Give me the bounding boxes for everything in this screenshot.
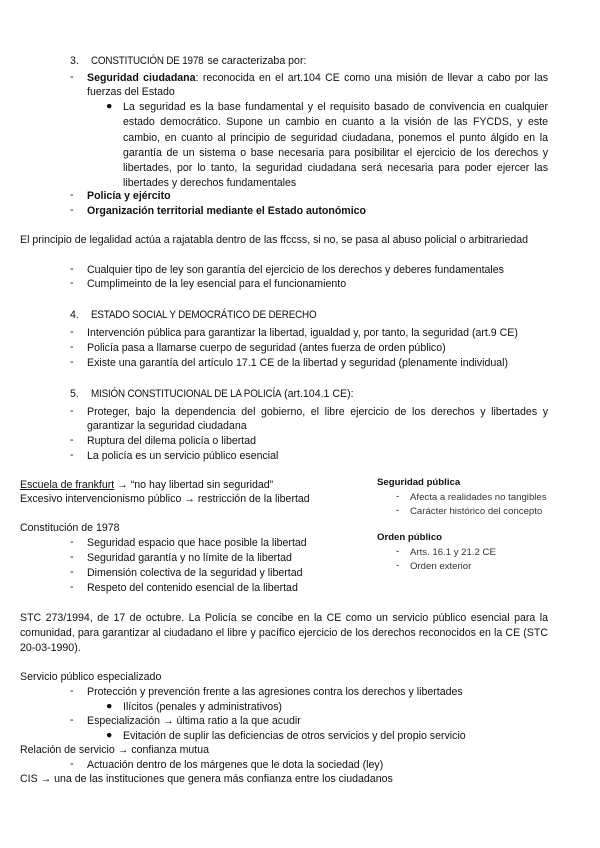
servicio-title: Servicio público especializado	[20, 671, 162, 683]
section-4-heading	[70, 308, 347, 322]
list-item-policia-ejercito: Policía y ejército	[87, 190, 171, 202]
dash-bullet: -	[70, 581, 74, 593]
dash-bullet: -	[70, 204, 74, 216]
item-text: : reconocida en el art.104 CE como una misión de llevar a cabo por las fuerzas del Estado	[87, 72, 549, 99]
section-3-heading	[70, 54, 306, 68]
list-subitem-seguridad-base: La seguridad es la base fundamental y el requisito basado de convivencia en cualquier estado democrático. Supone un cambio en cuanto a la visión de las FYCDS, y este cambio, en cuanto al principio de seguridad ciudadana, ponemos el punto álgido en la garantía de un sistema o base necesaria para posibilitar el ejercicio de los derechos y libertades, por lo tanto, la seguridad ciudadana será necesaria para poder ejercer las libertades y derechos fundamentales	[123, 101, 548, 190]
list-item-servicio-2: Especialización → última ratio a la que acudir	[87, 715, 301, 727]
list-item-relacion: Actuación dentro de los márgenes que le dota la sociedad (ley)	[87, 759, 384, 771]
list-item-estado-2: Policía pasa a llamarse cuerpo de seguridad (antes fuerza de orden público)	[87, 342, 446, 354]
dash-bullet: -	[70, 277, 74, 289]
list-item-mision-3: La policía es un servicio público esencial	[87, 450, 279, 462]
dash-bullet: -	[70, 758, 74, 770]
dash-bullet: -	[70, 566, 74, 578]
cis-line: CIS → una de las instituciones que genera más confianza entre los ciudadanos	[20, 773, 393, 785]
dash-bullet: -	[396, 505, 400, 516]
side-orden-title: Orden público	[377, 532, 443, 543]
side-orden-item-2: Orden exterior	[410, 561, 472, 572]
list-item-servicio-1: Protección y prevención frente a las agresiones contra los derechos y libertades	[87, 686, 463, 698]
dash-bullet: -	[70, 685, 74, 697]
dash-bullet: -	[70, 434, 74, 446]
item-bold-label: Seguridad ciudadana	[87, 72, 196, 84]
frankfurt-name: Escuela de frankfurt	[20, 479, 115, 491]
list-item-mision-2: Ruptura del dilema policía o libertad	[87, 435, 257, 447]
dash-bullet: -	[396, 546, 400, 557]
section-5-title-rest: (art.104.1 CE):	[281, 388, 354, 400]
side-seguridad-item-2: Carácter histórico del concepto	[410, 506, 543, 517]
list-item-legalidad-1: Cualquier tipo de ley son garantía del ejercicio de los derechos y deberes fundamentales	[87, 264, 504, 276]
dash-bullet: -	[70, 405, 74, 417]
dash-bullet: -	[70, 326, 74, 338]
list-item-legalidad-2: Cumplimeinto de la ley esencial para el funcionamiento	[87, 278, 347, 290]
list-item-estado-3: Existe una garantía del artículo 17.1 CE de la libertad y seguridad (plenamente individual)	[87, 357, 509, 369]
section-3-title: CONSTITUCIÓN DE 1978	[90, 55, 204, 67]
dash-bullet: -	[396, 491, 400, 502]
bullet-dot: ●	[106, 100, 113, 112]
section-5-heading	[70, 387, 354, 401]
dash-bullet: -	[70, 536, 74, 548]
bullet-dot: ●	[106, 729, 113, 741]
bullet-dot: ●	[106, 700, 113, 712]
section-4-number: 4.	[70, 309, 79, 321]
list-item-const-3: Dimensión colectiva de la seguridad y libertad	[87, 567, 303, 579]
list-item-estado-1: Intervención pública para garantizar la libertad, igualdad y, por tanto, la seguridad (art.9 CE)	[87, 327, 518, 339]
section-3-number: 3.	[70, 55, 79, 67]
dash-bullet: -	[70, 449, 74, 461]
side-seguridad-item-1: Afecta a realidades no tangibles	[410, 492, 547, 503]
dash-bullet: -	[70, 71, 74, 83]
section-3-title-rest: se caracterizaba por:	[204, 55, 307, 67]
dash-bullet: -	[70, 714, 74, 726]
list-item-const-1: Seguridad espacio que hace posible la libertad	[87, 537, 307, 549]
dash-bullet: -	[70, 551, 74, 563]
section-5-number: 5.	[70, 388, 79, 400]
list-item-seguridad-ciudadana	[87, 71, 548, 99]
dash-bullet: -	[70, 356, 74, 368]
frankfurt-line	[20, 478, 273, 492]
relacion-line: Relación de servicio → confianza mutua	[20, 744, 210, 756]
list-item-organizacion-territorial: Organización territorial mediante el Estado autonómico	[87, 205, 367, 217]
frankfurt-quote: → “no hay libertad sin seguridad”	[114, 479, 274, 491]
const1978-title: Constitución de 1978	[20, 522, 120, 534]
section-4-title: ESTADO SOCIAL Y DEMOCRÁTICO DE DERECHO	[90, 309, 317, 321]
section-5-title: MISIÓN CONSTITUCIONAL DE LA POLICÍA	[90, 388, 282, 400]
list-item-const-4: Respeto del contenido esencial de la libertad	[87, 582, 298, 594]
dash-bullet: -	[70, 263, 74, 275]
paragraph-stc: STC 273/1994, de 17 de octubre. La Policía se concibe en la CE como un servicio público esencial para la comunidad, para garantizar al ciudadano el libre y pacífico ejercicio de los derechos reconocidos en la CE (STC 20-03-1990).	[20, 612, 548, 654]
side-orden-item-1: Arts. 16.1 y 21.2 CE	[410, 547, 496, 558]
dash-bullet: -	[70, 189, 74, 201]
frankfurt-line-2: Excesivo intervencionismo público → restricción de la libertad	[20, 493, 310, 505]
list-item-mision-1: Proteger, bajo la dependencia del gobierno, el libre ejercicio de los derechos y libertades y garantizar la seguridad ciudadana	[87, 406, 548, 433]
side-seguridad-title: Seguridad pública	[377, 477, 461, 488]
list-item-const-2: Seguridad garantía y no límite de la libertad	[87, 552, 292, 564]
list-subitem-ilicitos: Ilícitos (penales y administrativos)	[123, 701, 282, 713]
dash-bullet: -	[70, 341, 74, 353]
list-subitem-evitacion: Evitación de suplir las deficiencias de otros servicios y del propio servicio	[123, 730, 466, 742]
paragraph-legalidad: El principio de legalidad actúa a rajatabla dentro de las ffccss, si no, se pasa al abuso policial o arbitrariedad	[20, 234, 529, 246]
dash-bullet: -	[396, 560, 400, 571]
